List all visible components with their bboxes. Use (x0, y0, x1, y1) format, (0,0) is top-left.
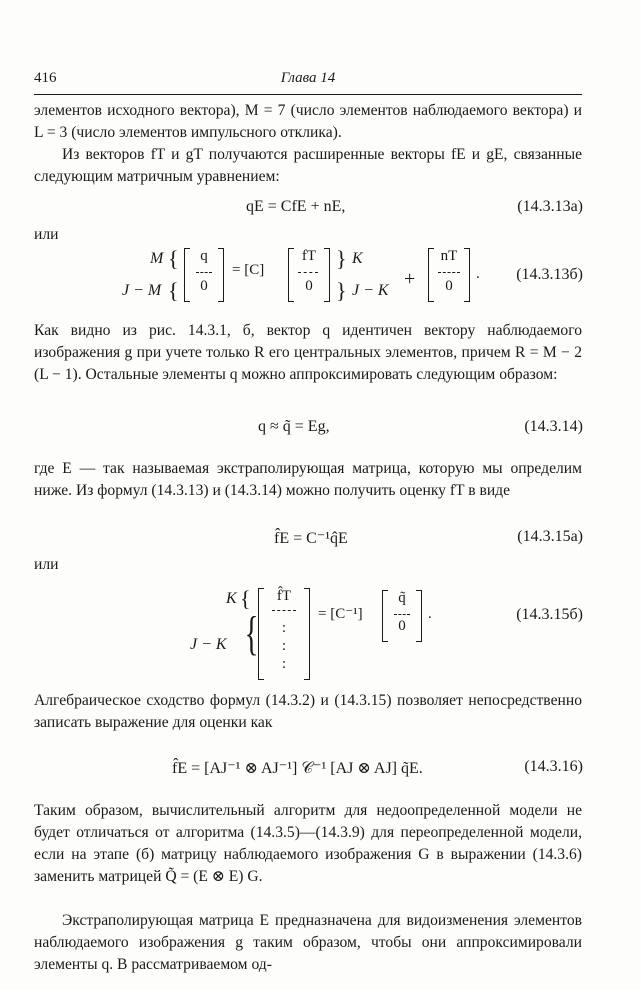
paragraph-4: где E — так называемая экстраполирующая матрица, которую мы определим ниже. Из формул (14.3.13) и (14.3.14) можно получить оценку fT в виде (34, 460, 582, 499)
vector-q-bottom: 0 (200, 278, 208, 294)
label-j-minus-m: J − M (122, 282, 162, 299)
label-k-2: K (226, 590, 237, 607)
label-m: M (150, 250, 164, 267)
equation-number-15a: (14.3.15а) (517, 528, 583, 545)
brace-j-minus-k-2: { (244, 607, 259, 660)
label-j-minus-k-2: J − K (190, 636, 227, 653)
brace-j-minus-k: } (336, 278, 347, 303)
label-j-minus-k: J − K (352, 282, 389, 299)
word-ili-1: или (34, 226, 59, 243)
equation-dot-2: . (428, 606, 432, 622)
paragraph-7: Экстраполирующая матрица E предназначена для видоизменения элементов наблюдаемого изображения g таким образом, чтобы они аппроксимировали элементы q. В рассматриваемом од- (34, 912, 582, 973)
paragraph-6: Таким образом, вычислительный алгоритм для недоопределенной модели не будет отличаться от алгоритма (14.3.5)—(14.3.9) для переопределенной модели, если на этапе (б) матрицу наблюдаемого изображения G в выражении (14.3.6) заменить матрицей Q̃ = (E ⊗ E) G. (34, 802, 582, 885)
brace-k: } (336, 246, 347, 271)
brace-m: { (168, 246, 179, 271)
dots-2: : (281, 638, 287, 654)
equation-14-3-15a: f̂E = C⁻¹q̂E (274, 530, 348, 547)
label-k: K (352, 250, 363, 267)
plus-sign: + (404, 268, 416, 290)
equation-dot: . (476, 266, 480, 282)
equation-14-3-13a: qE = CfE + nE, (246, 198, 346, 215)
vector-q-tilde-bottom: 0 (398, 618, 406, 634)
equation-number-13a: (14.3.13а) (517, 198, 583, 215)
equation-number-13b: (14.3.13б) (516, 266, 583, 283)
vector-n-bottom: 0 (445, 278, 453, 294)
dots-1: : (281, 620, 287, 636)
matrix-c: = [C] (232, 262, 265, 278)
vector-q-tilde-top: q̃ (398, 590, 406, 606)
paragraph-5: Алгебраическое сходство формул (14.3.2) и (14.3.15) позволяет непосредственно записать выражение для оценки как (34, 692, 582, 731)
vector-f-bottom: 0 (305, 278, 313, 294)
paragraph-1: элементов исходного вектора), M = 7 (число элементов наблюдаемого вектора) и L = 3 (число элементов импульсного отклика). (34, 102, 582, 141)
vector-n-top: nT (440, 248, 458, 264)
word-ili-2: или (34, 556, 59, 573)
vector-f-top: fT (301, 248, 317, 264)
vector-q-top: q (200, 248, 208, 264)
equation-number-14: (14.3.14) (524, 418, 583, 435)
paragraph-3: Как видно из рис. 14.3.1, б, вектор q идентичен вектору наблюдаемого изображения g при учете только R его центральных элементов, причем R = M − 2 (L − 1). Остальные элементы q можно аппроксимировать следующим образом: (34, 322, 582, 383)
equation-number-15b: (14.3.15б) (516, 606, 583, 623)
equation-number-16: (14.3.16) (524, 758, 583, 775)
equation-14-3-16: f̂E = [AJ⁻¹ ⊗ AJ⁻¹] 𝒞⁻¹ [AJ ⊗ AJ] q̃E. (172, 760, 423, 777)
brace-k-2: { (240, 586, 251, 611)
page-header (34, 70, 582, 95)
equation-14-3-14: q ≈ q̃ = Eg, (258, 418, 330, 435)
vector-f-hat-top: f̂T (276, 588, 292, 604)
dots-3: : (281, 656, 287, 672)
paragraph-2: Из векторов fT и gT получаются расширенные векторы fE и gE, связанные следующим матричным уравнением: (34, 146, 582, 185)
matrix-c-inverse: = [C⁻¹] (318, 606, 363, 622)
chapter-title: Глава 14 (280, 70, 336, 86)
page-number: 416 (34, 70, 57, 86)
brace-j-minus-m: { (168, 278, 179, 303)
